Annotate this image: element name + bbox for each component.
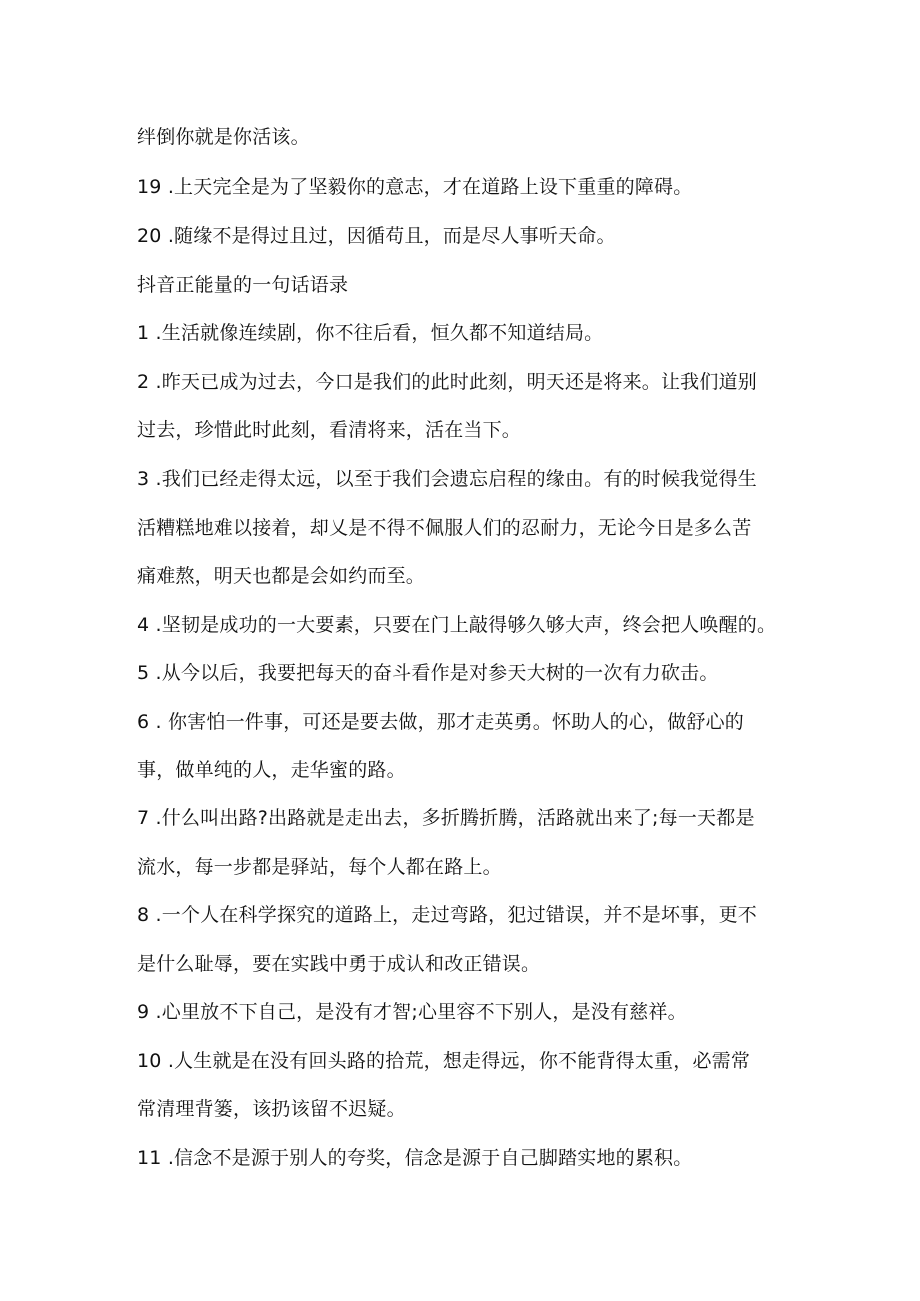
list-item-continuation: 流水，每一步都是驿站，每个人都在路上。 [137, 856, 502, 878]
list-item: 5 .从今以后，我要把每天的奋斗看作是对参天大树的一次有力砍击。 [137, 662, 719, 684]
list-item: 1 .生活就像连续剧，你不往后看，恒久都不知道结局。 [137, 322, 604, 344]
list-item: 8 .一个人在科学探究的道路上，走过弯路，犯过错误，并不是坏事，更不 [137, 904, 757, 926]
section-heading: 抖音正能量的一句话语录 [137, 274, 349, 296]
list-item: 20 .随缘不是得过且过，因循苟且，而是尽人事听天命。 [137, 225, 616, 247]
list-item: 3 .我们已经走得太远，以至于我们会遗忘启程的缘由。有的时候我觉得生 [137, 468, 757, 490]
list-item-continuation: 常清理背篓，该扔该留不迟疑。 [137, 1098, 406, 1120]
list-item: 10 .人生就是在没有回头路的拾荒，想走得远，你不能背得太重，必需常 [137, 1050, 751, 1072]
list-item: 11 .信念不是源于别人的夸奖，信念是源于自己脚踏实地的累积。 [137, 1147, 693, 1169]
list-item: 2 .昨天已成为过去，今口是我们的此时此刻，明天还是将来。让我们道别 [137, 371, 757, 393]
list-item-continuation: 活糟糕地难以接着，却乂是不得不佩服人们的忍耐力，无论今日是多么苦 [137, 517, 752, 539]
list-item-continuation: 痛难熬，明天也都是会如约而至。 [137, 565, 426, 587]
list-item-continuation: 是什么耻辱，要在实践中勇于成认和改正错误。 [137, 953, 541, 975]
list-item-continuation: 过去，珍惜此时此刻，看清将来，活在当下。 [137, 419, 522, 441]
list-item: 7 .什么叫出路?出路就是走出去，多折腾折腾，活路就出来了;每一天都是 [137, 807, 755, 829]
list-item: 4 .坚韧是成功的一大要素，只要在门上敲得够久够大声，终会把人唤醒的。 [137, 614, 777, 636]
list-item: 19 .上天完全是为了坚毅你的意志，才在道路上设下重重的障碍。 [137, 176, 693, 198]
list-item-continuation: 事，做单纯的人，走华蜜的路。 [137, 759, 406, 781]
list-item: 6 . 你害怕一件事，可还是要去做，那才走英勇。怀助人的心，做舒心的 [137, 711, 745, 733]
list-item: 9 .心里放不下自己，是没有才智;心里容不下别人，是没有慈祥。 [137, 1001, 687, 1023]
text-line: 绊倒你就是你活该。 [137, 126, 310, 148]
